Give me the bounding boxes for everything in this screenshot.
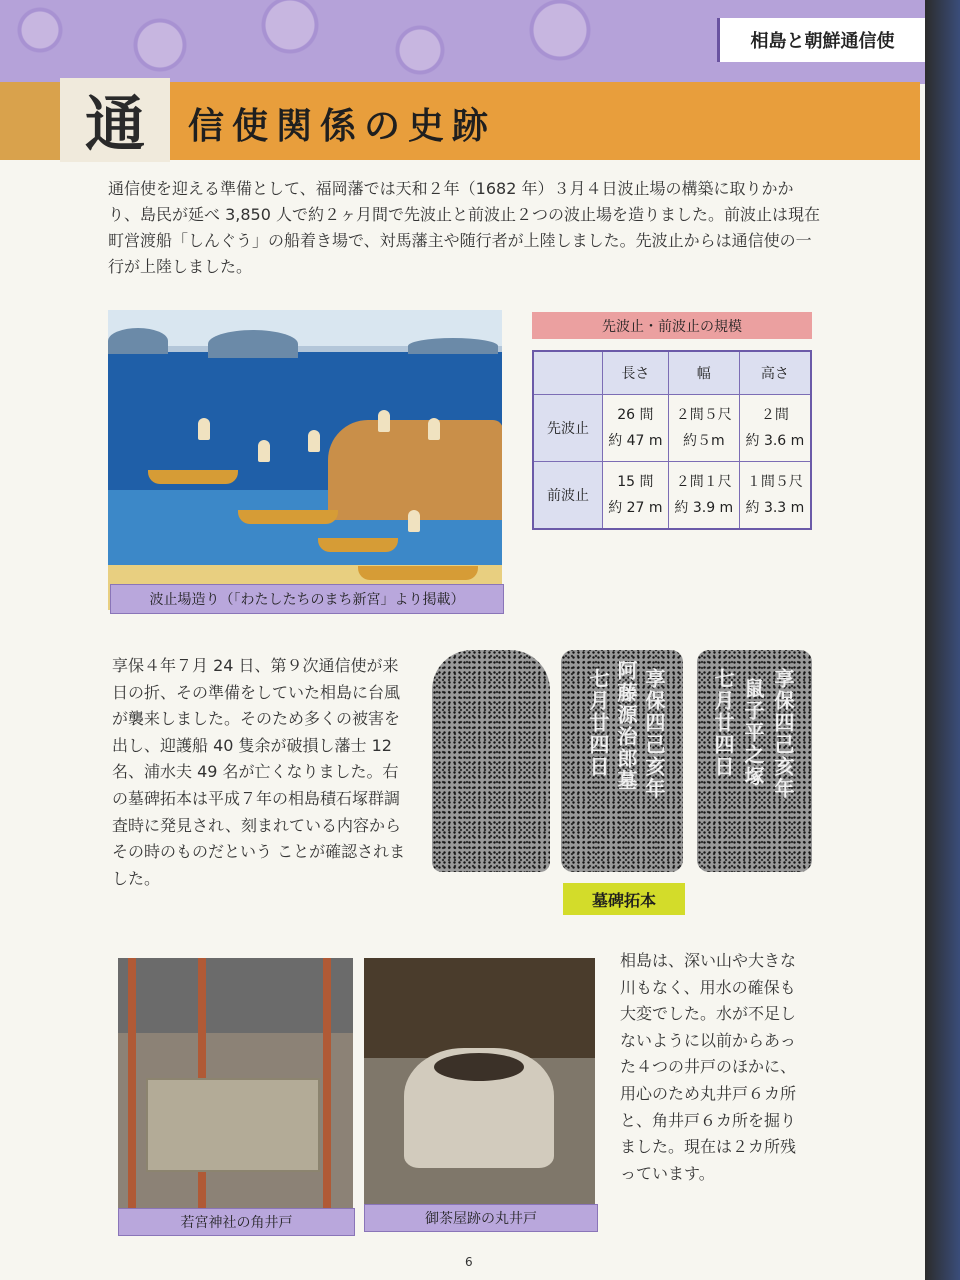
intro-paragraph: 通信使を迎える準備として、福岡藩では天和２年（1682 年）３月４日波止場の構築に取りかかり、島民が延べ 3,850 人で約２ヶ月間で先波止と前波止２つの波止場を造りました。前波止は現在町営渡船「しんぐう」の船着き場で、対馬藩主や随行者が上陸しました。先波止からは通信使の一行が上陸しました。: [108, 179, 820, 276]
rubbing-middle: [561, 650, 683, 872]
title-initial: 通: [60, 78, 170, 162]
rubbing-inscription: 阿藤源治郎墓: [614, 660, 638, 792]
page-title: 信使関係の史跡: [188, 105, 497, 147]
title-bar-strip: [0, 82, 60, 160]
table-header-row: [533, 351, 811, 395]
height-m: 約 3.6 m: [745, 433, 805, 449]
rubbing-right: [697, 650, 812, 872]
breakwater-rocks: [328, 420, 502, 520]
typhoon-paragraph: 享保４年７月 24 日、第９次通信使が来日の折、その準備をしていた相島に台風が襲来しました。そのため多くの被害を出し、迎護船 40 隻余が破損し藩士 12 名、浦水夫 49 名が亡くなりました。右の墓碑拓本は平成７年の相島積石塚群調査時に発見され、刻まれている内容からその時のものだという ことが確認されました。: [112, 656, 406, 888]
rubbing-inscription: 七月廿四日: [711, 668, 735, 778]
table-header-height: 高さ: [739, 351, 811, 395]
width-cell: [668, 395, 739, 462]
width-m: 約５m: [682, 433, 725, 449]
rubbing-inscription: 享保四己亥年: [771, 668, 795, 800]
width-m: 約 3.9 m: [674, 500, 734, 516]
height-cell: [739, 462, 811, 530]
round-well-opening: [434, 1053, 524, 1081]
round-well-photo: [364, 958, 595, 1208]
scale-table-title: 先波止・前波止の規模: [532, 312, 812, 339]
width-ken: ２間１尺: [675, 474, 732, 490]
width-ken: ２間５尺: [675, 407, 732, 423]
rubbing-inscription: 鼠子平之塚: [741, 678, 765, 788]
rubbing-inscription: 七月廿四日: [586, 668, 610, 778]
table-row: [533, 395, 811, 462]
background-surface: [925, 0, 960, 1280]
section-tab: 相島と朝鮮通信使: [717, 18, 925, 62]
harbor-illustration: [108, 310, 502, 610]
length-m: 約 27 m: [608, 500, 663, 516]
table-header-width: 幅: [668, 351, 739, 395]
length-ken: 15 間: [617, 474, 654, 490]
width-cell: [668, 462, 739, 530]
scale-table: [532, 350, 812, 530]
rubbing-label: 墓碑拓本: [563, 883, 685, 915]
length-m: 約 47 m: [608, 433, 663, 449]
height-ken: １間５尺: [746, 474, 803, 490]
page-number: 6: [465, 1255, 473, 1269]
height-ken: ２間: [760, 407, 789, 423]
height-m: 約 3.3 m: [745, 500, 805, 516]
round-well-caption: 御茶屋跡の丸井戸: [364, 1204, 598, 1232]
well-paragraph: 相島は、深い山や大きな川もなく、用水の確保も大変でした。水が不足しないように以前からあった４つの井戸のほかに、用心のため丸井戸６カ所と、角井戸６カ所を掘りました。現在は２カ所残っています。: [620, 951, 797, 1183]
row-name: 先波止: [533, 395, 603, 462]
table-row: [533, 462, 811, 530]
square-well-caption: 若宮神社の角井戸: [118, 1208, 355, 1236]
length-ken: 26 間: [617, 407, 654, 423]
length-cell: [603, 395, 669, 462]
rubbing-inscription: 享保四己亥年: [642, 668, 666, 800]
harbor-caption: 波止場造り（「わたしたちのまち新宮」より掲載）: [110, 584, 504, 614]
square-well-photo: [118, 958, 353, 1208]
table-header-empty: [533, 351, 603, 395]
length-cell: [603, 462, 669, 530]
height-cell: [739, 395, 811, 462]
table-header-length: 長さ: [603, 351, 669, 395]
row-name: 前波止: [533, 462, 603, 530]
rubbing-left: [432, 650, 550, 872]
square-well: [146, 1078, 320, 1172]
